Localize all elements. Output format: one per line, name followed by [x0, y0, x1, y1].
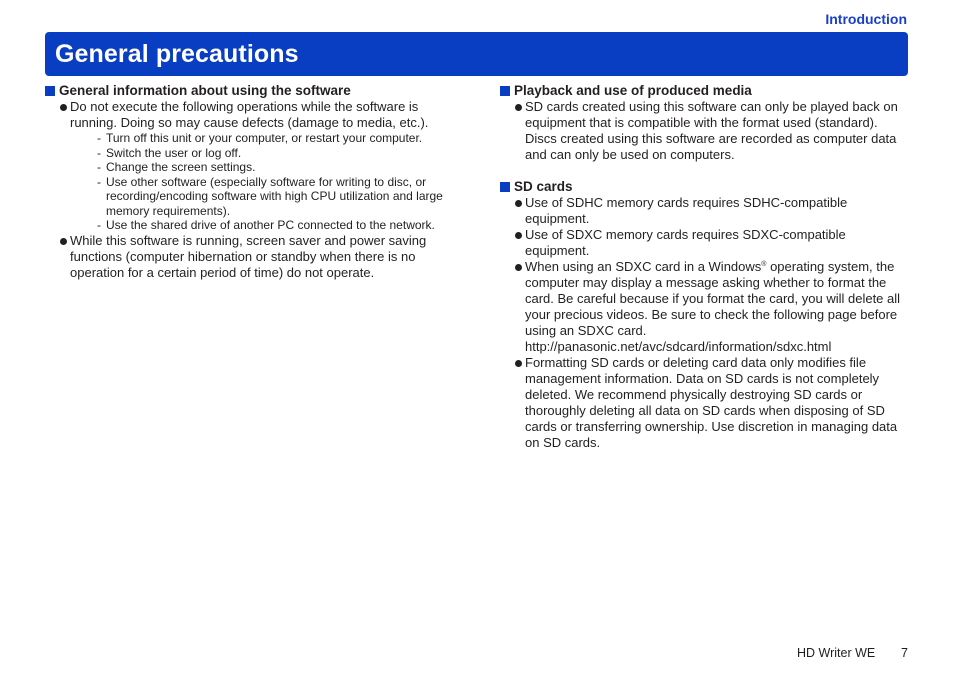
sub-item: - Change the screen settings.	[97, 160, 256, 174]
playback-heading	[500, 83, 912, 99]
bullet-text: operating system, the computer may display a message asking whether to format the card. Be careful because if you format the card, you will delete all your precious videos. Be sure to check the following page before using an SDXC card.	[525, 259, 901, 338]
bullet-text: While this software is running, screen saver and power saving functions (computer hibernation or standby when there is no operation for a certain period of time) do not operate.	[70, 232, 427, 280]
sub-item: - Use the shared drive of another PC connected to the network.	[97, 218, 435, 232]
sd-cards-list	[500, 195, 912, 451]
list-item	[500, 227, 912, 259]
footer-product-name: HD Writer WE	[797, 646, 876, 660]
page-title: General precautions	[55, 39, 299, 68]
list-item	[45, 233, 455, 281]
bullet-icon	[515, 360, 522, 367]
heading-text: SD cards	[514, 179, 573, 194]
software-info-heading	[45, 83, 455, 99]
heading-text: Playback and use of produced media	[514, 83, 752, 98]
list-item	[500, 195, 912, 227]
bullet-icon	[60, 238, 67, 245]
right-column	[500, 83, 912, 451]
software-info-list	[45, 99, 455, 281]
bullet-icon	[60, 104, 67, 111]
heading-square-icon	[45, 86, 55, 96]
heading-square-icon	[500, 182, 510, 192]
bullet-icon	[515, 104, 522, 111]
list-item	[500, 355, 912, 451]
sd-cards-heading	[500, 179, 912, 195]
bullet-text: Use of SDXC memory cards requires SDXC-compatible equipment.	[525, 227, 846, 258]
bullet-icon	[515, 232, 522, 239]
playback-list	[500, 99, 912, 163]
sub-item: - Use other software (especially software for writing to disc, or recording/encoding software with high CPU utilization and large memory requirements).	[97, 174, 443, 218]
heading-text: General information about using the software	[59, 83, 351, 98]
bullet-text: Do not execute the following operations while the software is running. Doing so may cause defects (damage to media, etc.).	[70, 99, 429, 130]
bullet-icon	[515, 200, 522, 207]
sub-list	[70, 131, 455, 233]
heading-square-icon	[500, 86, 510, 96]
page-number: 7	[901, 646, 908, 660]
section-label: Introduction	[825, 11, 907, 27]
bullet-text: SD cards created using this software can only be played back on equipment that is compatible with the format used (standard). Discs created using this software are recorded as computer data and can only be used on computers.	[525, 99, 898, 162]
sub-item: - Turn off this unit or your computer, or restart your computer.	[97, 131, 423, 145]
title-bar	[45, 32, 908, 76]
bullet-text: Formatting SD cards or deleting card data only modifies file management information. Data on SD cards is not completely deleted. We recommend physically destroying SD cards or thoroughly deleting all data on SD cards when disposing of SD cards or transferring ownership. Use discretion in managing data on SD cards.	[525, 355, 898, 450]
sub-item: - Switch the user or log off.	[97, 145, 242, 160]
list-item	[500, 259, 912, 355]
bullet-text: When using an SDXC card in a Windows	[525, 259, 762, 274]
bullet-icon	[515, 264, 522, 271]
bullet-text: Use of SDHC memory cards requires SDHC-compatible equipment.	[525, 195, 848, 226]
sdxc-info-url: http://panasonic.net/avc/sdcard/information/sdxc.html	[525, 339, 832, 354]
list-item	[500, 99, 912, 163]
registered-mark: ®	[761, 261, 767, 268]
left-column	[45, 83, 455, 281]
list-item	[45, 99, 455, 233]
